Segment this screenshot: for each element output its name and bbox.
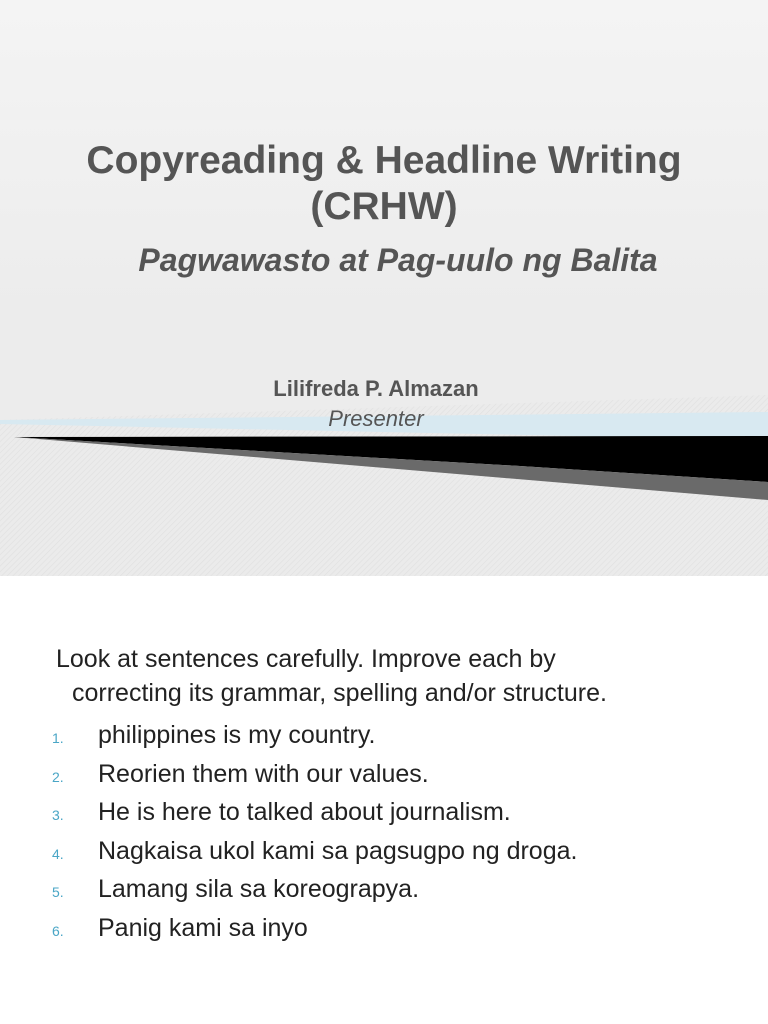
item-number: 2.: [52, 768, 64, 785]
instructions: [56, 642, 746, 710]
item-number: 1.: [52, 730, 64, 746]
item-number: 3.: [52, 807, 64, 824]
item-text: Panig kami sa inyo: [98, 913, 308, 942]
title-line-2: (CRHW): [310, 185, 458, 228]
list-item: [52, 911, 752, 950]
item-number: 6.: [52, 922, 64, 939]
list-item: [52, 795, 752, 834]
list-item: [52, 872, 752, 911]
item-text: Reorien them with our values.: [98, 759, 429, 788]
list-item: [52, 757, 752, 796]
item-number: 4.: [52, 845, 64, 862]
item-text: philippines is my country.: [98, 721, 376, 749]
sentence-list: [52, 718, 752, 950]
slide-subtitle: Pagwawasto at Pag-uulo ng Balita: [138, 242, 658, 278]
title-line-1: Copyreading & Headline Writing: [86, 139, 682, 182]
instructions-line-2: correcting its grammar, spelling and/or structure.: [72, 679, 607, 707]
slide-title: [0, 138, 768, 230]
item-number: 5.: [52, 884, 64, 901]
presenter-role: Presenter: [328, 406, 424, 431]
list-item: [52, 834, 752, 873]
list-item: [52, 718, 752, 757]
exercise-slide: [0, 576, 768, 1024]
item-text: Lamang sila sa koreograpya.: [98, 875, 420, 904]
item-text: He is here to talked about journalism.: [98, 798, 511, 827]
instructions-line-1: Look at sentences carefully. Improve each by: [56, 645, 556, 673]
presenter-name: Lilifreda P. Almazan: [273, 376, 479, 401]
item-text: Nagkaisa ukol kami sa pagsugpo ng droga.: [98, 836, 578, 865]
